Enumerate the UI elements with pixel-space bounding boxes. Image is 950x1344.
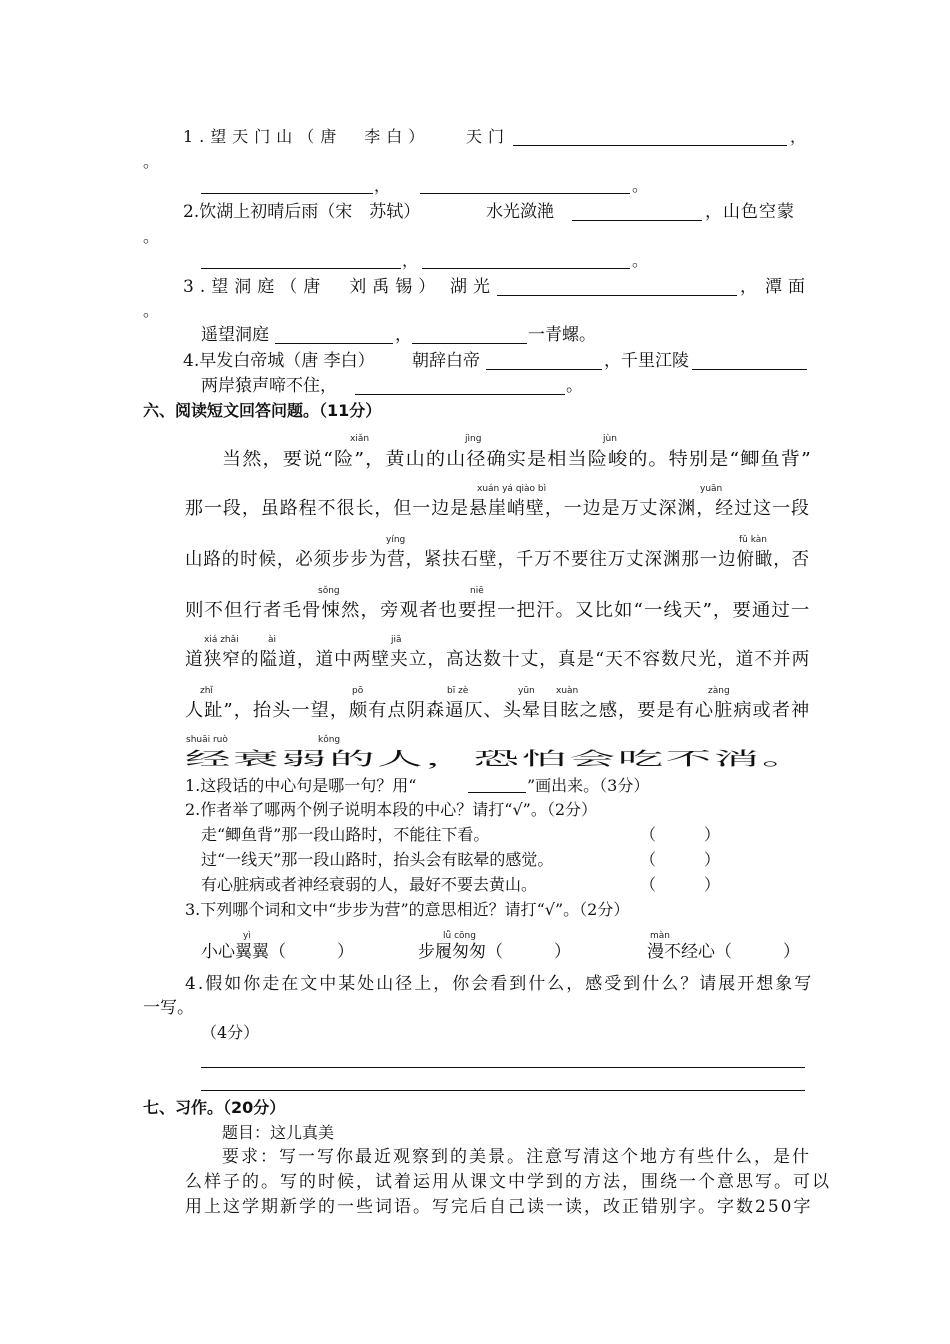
q2-item: 走“鲫鱼背”那一段山路时，不能往下看。 bbox=[201, 825, 490, 844]
q1-post: ”画出来。（3分） bbox=[527, 776, 650, 795]
q2-bracket[interactable]: （ ） bbox=[640, 875, 721, 894]
q2-item: 有心脏病或者神经衰弱的人，最好不要去黄山。 bbox=[201, 875, 538, 894]
passage-line-2: 那一段，虽路程不很长，但一边是悬崖峭壁，一边是万丈深渊，经过这一段 bbox=[185, 498, 810, 519]
poem3-title: 3.望洞庭（唐 刘禹锡） bbox=[183, 277, 442, 297]
section7-title: 七、习作。（20分） bbox=[143, 1098, 286, 1117]
section6-title: 六、阅读短文回答问题。（11分） bbox=[143, 401, 382, 420]
poem3-blank-2[interactable] bbox=[275, 343, 393, 344]
section7-req-line: 要求：写一写你最近观察到的美景。注意写清这个地方有些什么，是什 bbox=[222, 1147, 811, 1167]
pinyin-fukan: fǔ kàn bbox=[739, 535, 768, 545]
pinyin-yi: yì bbox=[243, 931, 251, 941]
pinyin-kong: kǒng bbox=[318, 735, 341, 745]
pinyin-jun: jùn bbox=[603, 434, 617, 444]
passage-line-1: 当然，要说“险”，黄山的山径确实是相当险峻的。特别是“鲫鱼背” bbox=[222, 449, 812, 470]
poem2-blank-1[interactable] bbox=[572, 220, 702, 221]
poem3-blank-3[interactable] bbox=[412, 343, 527, 344]
passage-line-3: 山路的时候，必须步步为营，紧扶石壁，千万不要往万丈深渊那一边俯瞰，否 bbox=[185, 549, 811, 570]
q2-bracket[interactable]: （ ） bbox=[640, 825, 721, 844]
poem2-start: 水光潋滟 bbox=[486, 202, 554, 222]
pinyin-xiazhai: xiá zhǎi bbox=[204, 635, 239, 645]
poem2-blank-2[interactable] bbox=[201, 268, 401, 269]
poem4-blank-2[interactable] bbox=[692, 369, 807, 370]
poem2-dot: 。 bbox=[143, 227, 160, 246]
poem2-mid: ，山色空蒙 bbox=[705, 202, 795, 222]
pinyin-zang: zàng bbox=[708, 686, 730, 696]
q4-line2: 一写。 bbox=[143, 998, 194, 1018]
q3-option-2[interactable]: 步履匆匆（ ） bbox=[418, 942, 571, 962]
poem3-dot: 。 bbox=[143, 301, 160, 320]
q2-item: 过“一线天”那一段山路时，抬头会有眩晕的感觉。 bbox=[201, 850, 554, 869]
pinyin-yun: yūn bbox=[518, 686, 535, 696]
poem3-line2-start: 遥望洞庭 bbox=[201, 325, 269, 345]
passage-line-4: 则不但行者毛骨悚然，旁观者也要捏一把汗。又比如“一线天”，要通过一 bbox=[185, 600, 811, 621]
poem3-tail: 潭面 bbox=[765, 277, 811, 297]
q1-pre: 1.这段话的中心句是哪一句？用“ bbox=[185, 776, 417, 795]
poem4-start: 朝辞白帝 bbox=[412, 351, 480, 371]
section7-topic: 题目：这儿真美 bbox=[222, 1123, 335, 1142]
q3-title: 3.下列哪个词和文中“步步为营”的意思相近？请打“√”。（2分） bbox=[185, 900, 630, 919]
poem1-dot: 。 bbox=[143, 152, 160, 171]
pinyin-shuairuo: shuāi ruò bbox=[186, 735, 228, 745]
poem1-start: 天门 bbox=[466, 127, 511, 146]
poem1-blank-1[interactable] bbox=[513, 145, 787, 146]
q3-option-1[interactable]: 小心翼翼（ ） bbox=[201, 942, 354, 962]
pinyin-xuan: xuàn bbox=[556, 686, 579, 696]
poem2-comma2: ， bbox=[402, 251, 419, 270]
pinyin-nie: niē bbox=[470, 586, 484, 596]
answer-line[interactable] bbox=[201, 1090, 805, 1091]
q4-score: （4分） bbox=[201, 1023, 260, 1042]
pinyin-jia: jiā bbox=[391, 635, 402, 645]
poem4-end: 。 bbox=[566, 376, 583, 396]
pinyin-zhi: zhǐ bbox=[200, 686, 213, 696]
passage-line-7: 经衰弱的人，恐怕会吃不消。 bbox=[185, 749, 811, 770]
poem2-blank-3[interactable] bbox=[422, 268, 630, 269]
answer-line[interactable] bbox=[201, 1067, 805, 1068]
poem1-title: 1.望天门山（唐 李白） bbox=[183, 127, 431, 146]
q2-bracket[interactable]: （ ） bbox=[640, 850, 721, 869]
passage-line-5: 道狭窄的隘道，道中两壁夹立，高达数十丈，真是“天不容数尺光，道不并两 bbox=[185, 649, 811, 670]
pinyin-jing: jìng bbox=[465, 434, 482, 444]
pinyin-xian: xiǎn bbox=[350, 434, 370, 444]
poem4-line2-start: 两岸猿声啼不住， bbox=[201, 376, 337, 396]
passage-line-6: 人趾”，抬头一望，颇有点阴森逼仄、头晕目眩之感，要是有心脏病或者神 bbox=[185, 700, 811, 721]
section7-req-line: 用上这学期新学的一些词语。写完后自己读一读，改正错别字。字数250字 bbox=[185, 1197, 813, 1217]
poem4-mid: ，千里江陵 bbox=[604, 351, 689, 371]
poem3-blank-1[interactable] bbox=[497, 295, 737, 296]
poem4-blank-3[interactable] bbox=[355, 394, 565, 395]
poem1-blank-2[interactable] bbox=[201, 193, 373, 194]
pinyin-man: màn bbox=[650, 931, 670, 941]
pinyin-ai: ài bbox=[268, 635, 277, 645]
pinyin-song: sǒng bbox=[318, 586, 340, 596]
poem1-comma: ， bbox=[790, 127, 807, 146]
q3-option-3[interactable]: 漫不经心（ ） bbox=[647, 942, 800, 962]
poem1-blank-3[interactable] bbox=[420, 193, 630, 194]
pinyin-bize: bī zè bbox=[447, 686, 469, 696]
poem1-end: 。 bbox=[632, 176, 649, 195]
q2-title: 2.作者举了哪两个例子说明本段的中心？请打“√”。（2分） bbox=[185, 800, 598, 819]
pinyin-ying: yíng bbox=[386, 535, 406, 545]
poem3-comma2: ， bbox=[395, 325, 412, 345]
poem3-comma: ， bbox=[740, 277, 757, 297]
q4-line1: 4.假如你走在文中某处山径上，你会看到什么，感受到什么？请展开想象写 bbox=[185, 974, 814, 994]
pinyin-po: pō bbox=[352, 686, 364, 696]
pinyin-yuan: yuān bbox=[700, 484, 723, 494]
poem3-end: 一青螺。 bbox=[528, 325, 596, 345]
pinyin-xuanya: xuán yá qiào bì bbox=[477, 484, 547, 494]
poem4-title: 4.早发白帝城（唐 李白） bbox=[183, 351, 375, 371]
poem2-title: 2.饮湖上初晴后雨（宋 苏轼） bbox=[183, 202, 421, 222]
pinyin-lvcong: lǚ cōng bbox=[443, 931, 476, 941]
poem1-comma2: ， bbox=[374, 176, 391, 195]
poem4-blank-1[interactable] bbox=[486, 369, 602, 370]
q1-blank[interactable] bbox=[468, 792, 526, 793]
poem3-start: 湖光 bbox=[450, 277, 496, 297]
section7-req-line: 么样子的。写的时候，试着运用从课文中学到的方法，围绕一个意思写。可以 bbox=[185, 1172, 831, 1192]
poem2-end: 。 bbox=[632, 251, 649, 270]
